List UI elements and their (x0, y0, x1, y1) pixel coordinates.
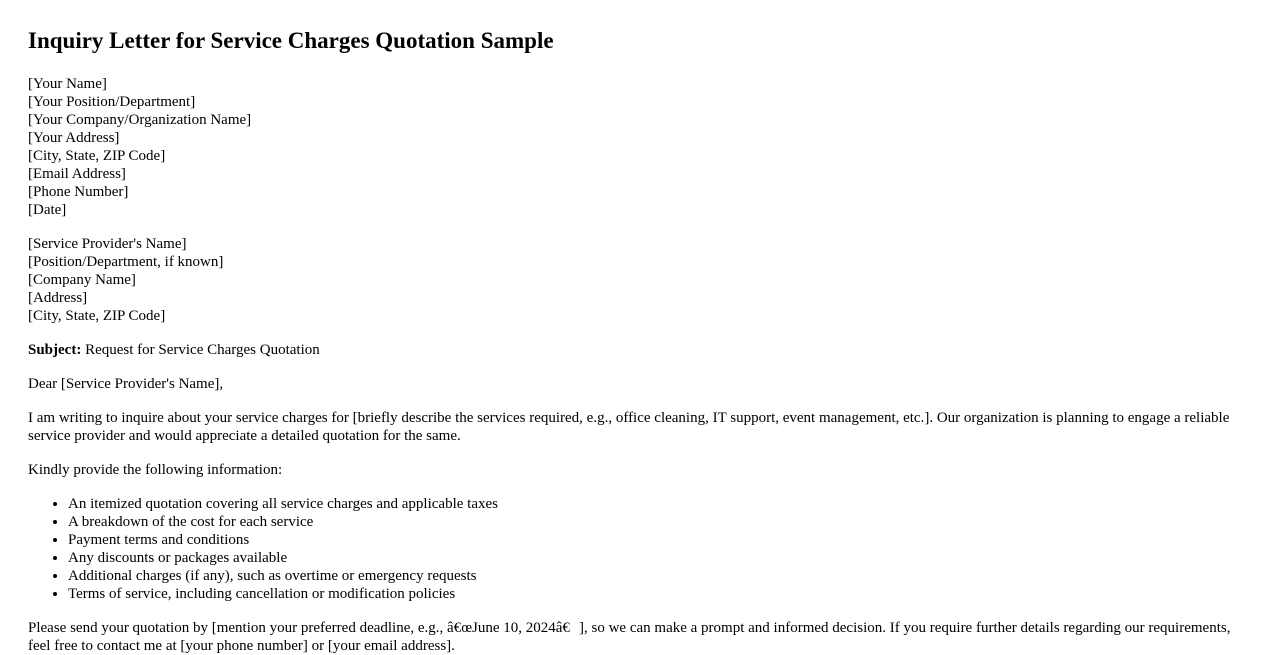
spacer (28, 603, 1250, 619)
subject-text: Request for Service Charges Quotation (81, 342, 320, 358)
spacer (28, 219, 1250, 235)
request-list (28, 495, 1250, 603)
sender-phone: [Phone Number] (28, 184, 129, 200)
list-item: • A breakdown of the cost for each service (68, 513, 1250, 531)
sender-position: [Your Position/Department] (28, 94, 196, 110)
intro-paragraph: I am writing to inquire about your service charges for [briefly describe the services required, e.g., office cleaning, IT support, event management, etc.]. Our organization is planning to engage a reliable service provider and would appreciate a detailed quotation for the same. (28, 410, 1230, 444)
list-item: • Terms of service, including cancellation or modification policies (68, 585, 1250, 603)
sender-name: [Your Name] (28, 76, 107, 92)
sender-city-state-zip: [City, State, ZIP Code] (28, 148, 166, 164)
spacer (28, 325, 1250, 341)
spacer (28, 479, 1250, 495)
sender-company: [Your Company/Organization Name] (28, 112, 252, 128)
letter-document (28, 27, 1250, 655)
recipient-position: [Position/Department, if known] (28, 254, 224, 270)
list-item: • Additional charges (if any), such as overtime or emergency requests (68, 567, 1250, 585)
list-item: • Any discounts or packages available (68, 549, 1250, 567)
subject-label: Subject: (28, 342, 82, 358)
recipient-name: [Service Provider's Name] (28, 236, 187, 252)
salutation: Dear [Service Provider's Name], (28, 376, 224, 392)
spacer (28, 445, 1250, 461)
sender-date: [Date] (28, 202, 67, 218)
list-item: • An itemized quotation covering all service charges and applicable taxes (68, 495, 1250, 513)
list-item: • Payment terms and conditions (68, 531, 1250, 549)
spacer (28, 55, 1250, 75)
sender-address-block (28, 75, 1250, 219)
request-intro: Kindly provide the following information: (28, 462, 283, 478)
recipient-address: [Address] (28, 290, 88, 306)
page-title: Inquiry Letter for Service Charges Quotation Sample (28, 28, 554, 53)
sender-address: [Your Address] (28, 130, 120, 146)
recipient-address-block (28, 235, 1250, 325)
spacer (28, 359, 1250, 375)
recipient-company: [Company Name] (28, 272, 136, 288)
recipient-city-state-zip: [City, State, ZIP Code] (28, 308, 166, 324)
sender-email: [Email Address] (28, 166, 126, 182)
subject-line (28, 341, 1250, 359)
closing-paragraph: Please send your quotation by [mention your preferred deadline, e.g., â€œJune 10, 2024â€], so we can make a prompt and informed decision. If you require further details regarding our requirements, feel free to contact me at [your phone number] or [your email address]. (28, 620, 1231, 654)
spacer (28, 393, 1250, 409)
